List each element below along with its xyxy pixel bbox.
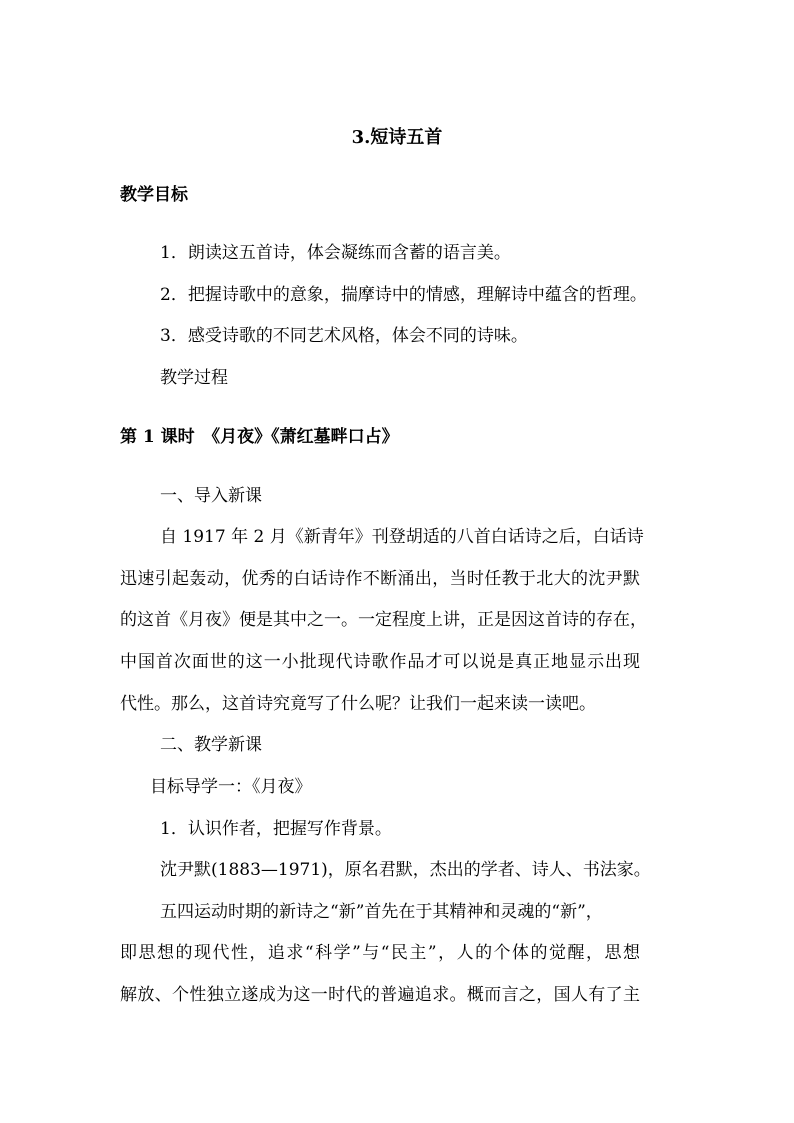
teaching-goals-heading: 教学目标	[120, 185, 188, 205]
goal-item: 1．朗读这五首诗，体会凝练而含蓄的语言美。	[160, 243, 511, 263]
step-item: 1．认识作者，把握写作背景。	[160, 819, 392, 839]
paragraph-line: 自 1917 年 2 月《新青年》刊登胡适的八首白话诗之后，白话诗	[160, 527, 644, 547]
lesson-heading: 第 1 课时 《月夜》《萧红墓畔口占》	[120, 427, 399, 447]
paragraph-line: 沈尹默(1883—1971)，原名君默，杰出的学者、诗人、书法家。	[160, 860, 651, 880]
section-heading: 一、导入新课	[160, 486, 262, 506]
goal-item: 3．感受诗歌的不同艺术风格，体会不同的诗味。	[160, 326, 528, 346]
section-heading: 二、教学新课	[160, 735, 262, 755]
target-heading: 目标导学一：《月夜》	[150, 777, 312, 797]
paragraph-line: 即思想的现代性，追求“科学”与“民主”，人的个体的觉醒，思想	[120, 943, 640, 963]
paragraph-line: 中国首次面世的这一小批现代诗歌作品才可以说是真正地显示出现	[120, 652, 640, 672]
paragraph-line: 五四运动时期的新诗之“新”首先在于其精神和灵魂的“新”，	[160, 902, 603, 922]
goal-item: 2．把握诗歌中的意象，揣摩诗中的情感，理解诗中蕴含的哲理。	[160, 285, 647, 305]
paragraph-line: 代性。那么，这首诗究竟写了什么呢？让我们一起来读一读吧。	[120, 694, 596, 714]
paragraph-line: 迅速引起轰动，优秀的白话诗作不断涌出，当时任教于北大的沈尹默	[120, 569, 640, 589]
document-title: 3.短诗五首	[351, 127, 443, 148]
paragraph-line: 的这首《月夜》便是其中之一。一定程度上讲，正是因这首诗的存在，	[120, 610, 647, 630]
process-label: 教学过程	[160, 368, 228, 388]
paragraph-line: 解放、个性独立遂成为这一时代的普遍追求。概而言之，国人有了主	[120, 985, 640, 1005]
